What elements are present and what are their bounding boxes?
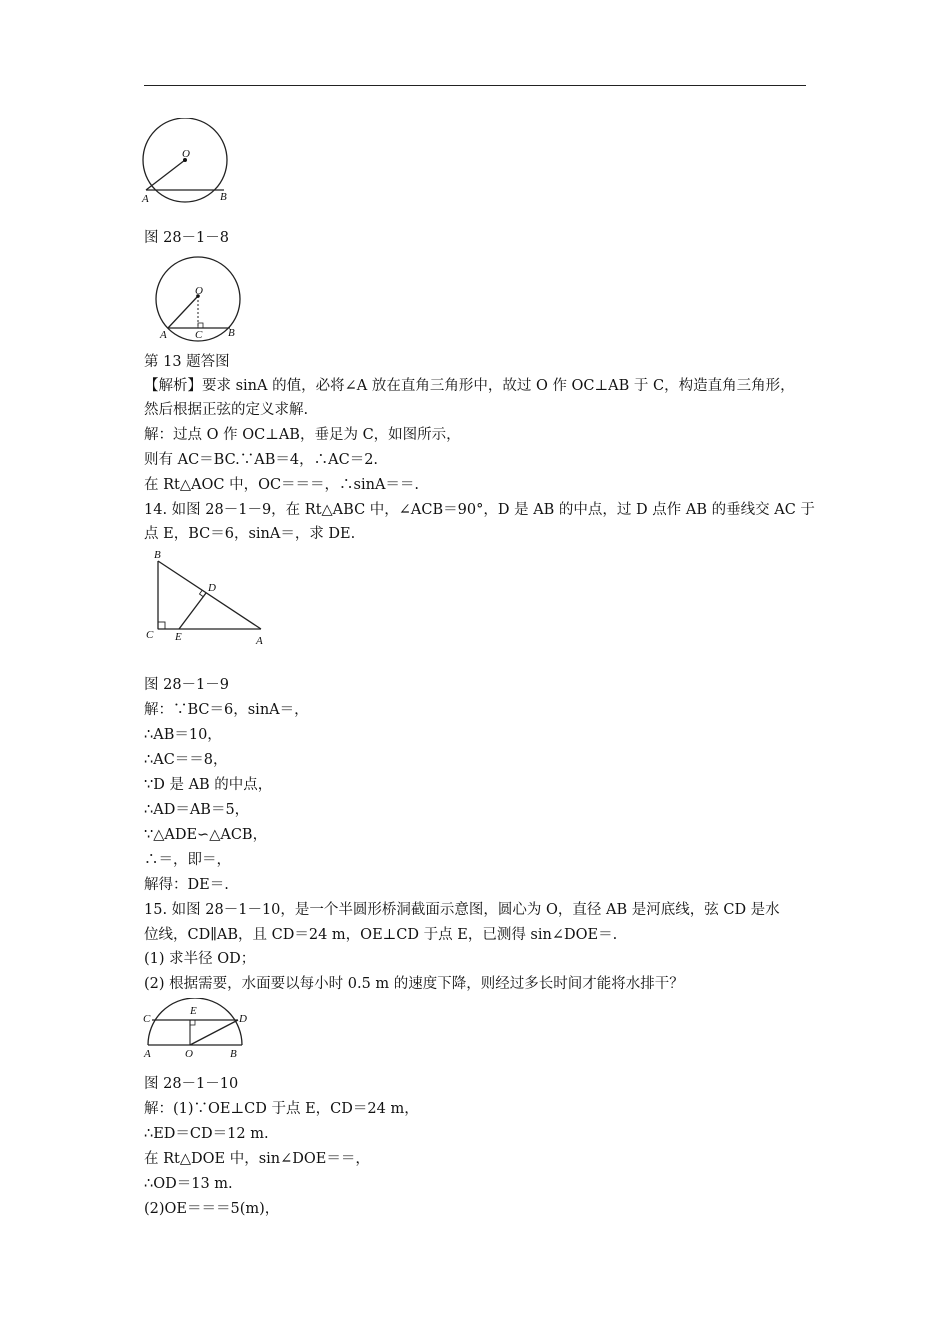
q13-solution-line3: 在 Rt△AOC 中，OC＝＝＝，∴sinA＝＝.	[144, 477, 420, 493]
label-c: C	[146, 629, 154, 641]
q14-solution-line5: ∴AD＝AB＝5，	[144, 802, 250, 818]
radius-oa	[168, 296, 198, 328]
figure-q13-answer	[150, 256, 250, 346]
q15-solution-line5: (2)OE＝＝＝5(m)，	[144, 1201, 280, 1217]
caption-28-1-8: 图 28－1－8	[144, 230, 230, 246]
right-angle-c	[158, 622, 165, 629]
label-b: B	[230, 1048, 237, 1060]
q14-stem-line2: 点 E，BC＝6，sinA＝，求 DE.	[144, 526, 356, 542]
q13-analysis-line2: 然后根据正弦的定义求解.	[144, 402, 309, 418]
radius-oa	[146, 160, 185, 190]
label-o: O	[185, 1048, 193, 1060]
q14-solution-line1: 解：∵BC＝6，sinA＝，	[144, 702, 309, 718]
caption-28-1-10: 图 28－1－10	[144, 1076, 239, 1092]
q15-part2: (2) 根据需要，水面要以每小时 0.5 m 的速度下降，则经过多长时间才能将水排干？	[144, 976, 684, 992]
q14-stem-line1: 14. 如图 28－1－9，在 Rt△ABC 中，∠ACB＝90°，D 是 AB 的中点，过 D 点作 AB 的垂线交 AC 于	[144, 502, 815, 518]
q13-solution-line1: 解：过点 O 作 OC⊥AB，垂足为 C，如图所示，	[144, 427, 461, 443]
figure-28-1-9	[143, 546, 273, 646]
header-rule	[144, 85, 806, 86]
q14-solution-line3: ∴AC＝＝8，	[144, 752, 228, 768]
q13-solution-line2: 则有 AC＝BC.∵AB＝4，∴AC＝2.	[144, 452, 379, 468]
q14-solution-line8: 解得：DE＝.	[144, 877, 229, 893]
label-b: B	[220, 191, 227, 203]
q14-solution-line4: ∵D 是 AB 的中点，	[144, 777, 273, 793]
label-o: O	[195, 285, 203, 297]
segment-de	[179, 593, 206, 629]
q15-solution-line4: ∴OD＝13 m.	[144, 1176, 233, 1192]
caption-28-1-9: 图 28－1－9	[144, 677, 230, 693]
figure-28-1-8	[140, 118, 240, 208]
label-a: A	[160, 329, 167, 341]
label-b: B	[154, 549, 161, 561]
q15-stem-line1: 15. 如图 28－1－10，是一个半圆形桥洞截面示意图，圆心为 O，直径 AB 是河底线，弦 CD 是水	[144, 902, 780, 918]
label-e: E	[175, 631, 182, 643]
label-a: A	[144, 1048, 151, 1060]
label-d: D	[239, 1013, 247, 1025]
q15-stem-line2: 位线，CD∥AB，且 CD＝24 m，OE⊥CD 于点 E，已测得 sin∠DOE＝.	[144, 927, 618, 943]
right-angle-d	[200, 591, 204, 597]
label-b: B	[228, 327, 235, 339]
label-a: A	[142, 193, 149, 205]
q15-part1: (1) 求半径 OD；	[144, 951, 256, 967]
caption-q13-answer: 第 13 题答图	[144, 354, 230, 370]
right-angle-e	[190, 1020, 195, 1025]
label-o: O	[182, 148, 190, 160]
right-angle-mark	[198, 323, 203, 328]
q14-solution-line2: ∴AB＝10，	[144, 727, 222, 743]
figure-28-1-10	[140, 998, 250, 1062]
segment-od	[190, 1020, 238, 1045]
label-c: C	[143, 1013, 151, 1025]
q15-solution-line1: 解：(1)∵OE⊥CD 于点 E，CD＝24 m，	[144, 1101, 419, 1117]
q15-solution-line3: 在 Rt△DOE 中，sin∠DOE＝＝，	[144, 1151, 370, 1167]
q13-analysis-line1: 【解析】要求 sinA 的值，必将∠A 放在直角三角形中，故过 O 作 OC⊥AB 于 C，构造直角三角形，	[144, 378, 795, 394]
label-d: D	[208, 582, 216, 594]
q14-solution-line6: ∵△ADE∽△ACB，	[144, 827, 268, 843]
label-c: C	[195, 329, 203, 341]
label-e: E	[190, 1005, 197, 1017]
side-ab	[158, 561, 261, 629]
q14-solution-line7: ∴＝，即＝，	[144, 852, 231, 868]
q15-solution-line2: ∴ED＝CD＝12 m.	[144, 1126, 269, 1142]
label-a: A	[256, 635, 263, 646]
